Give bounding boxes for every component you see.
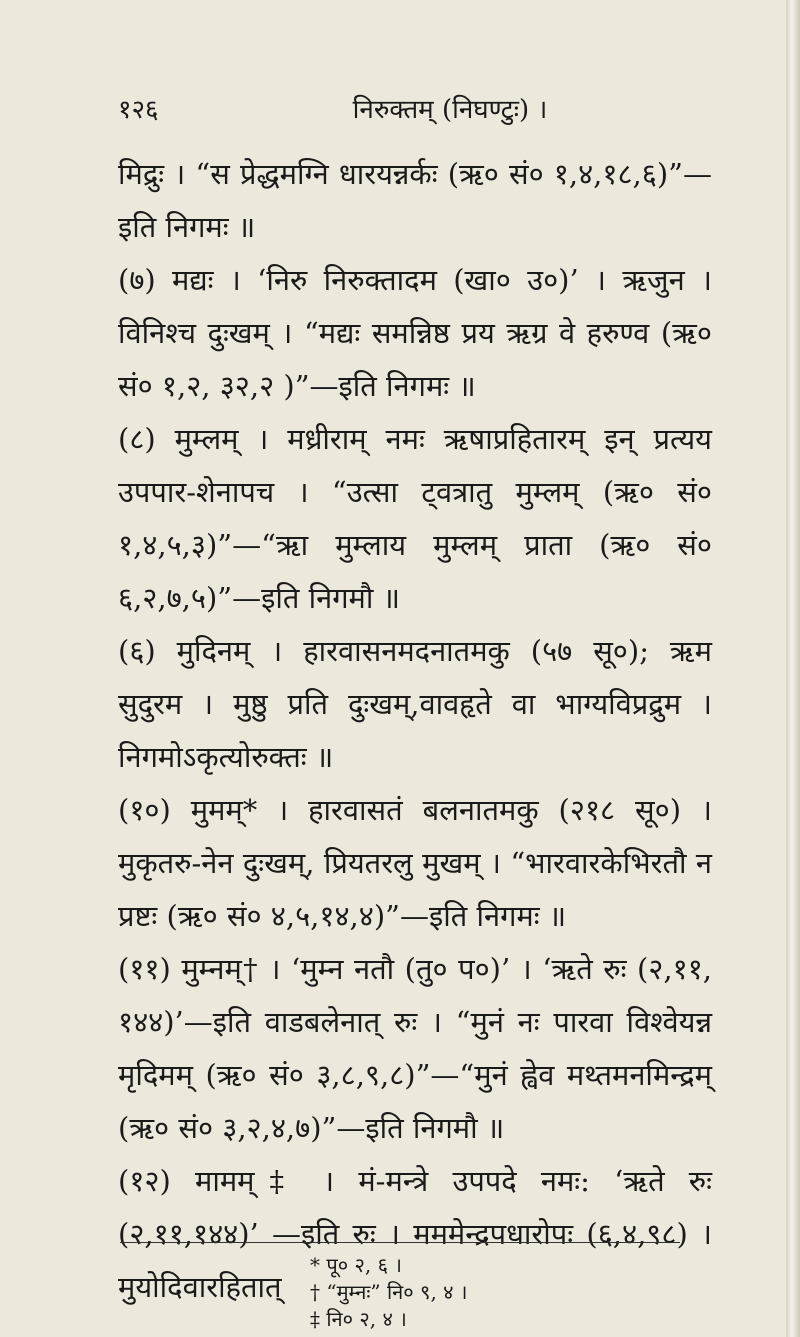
paragraph: (११) मुम्नम्† । ‘मुम्न नतौ (तु० प०)’ । ‘ऋते रुः (२,११, १४४)’—इति वाडबलेनात् रुः । “मुनं नः पारवा विश्वेयन्न मृदिमम् (ऋ० सं० ३,८,९,८)”—“मुनं ह्वेव मथ्तमनमिन्द्रम् (ऋ० सं० ३,२,४,७)”—इति निगमौ ॥ <box>118 952 712 1145</box>
paragraph: (७) मद्यः । ‘निरु निरुक्तादम (खा० उ०)’ । ऋजुन । विनिश्च दुःखम् । “मद्यः समन्निष्ठ प्रय ऋग्र वे हरुण्व (ऋ० सं० १,२, ३२,२ )”—इति निगमः ॥ <box>118 263 712 403</box>
paragraph: (१२) मामम्‡ । मं-मन्त्रे उपपदे नमः: ‘ऋते रुः (२,११,१४४)’ —इति रुः । मममेन्द्रपधारोपः (६,४,९८) । मुयोदिवारहितात् <box>118 1164 712 1304</box>
page-number: १२६ <box>118 95 159 125</box>
paragraph: (८) मुम्लम् । मध्रीराम् नमः ऋषाप्रहितारम् इन् प्रत्यय उपपार-शेनापच । “उत्सा ट्वत्रातु मुम्लम् (ऋ० सं० १,४,५,३)”—“ऋा मुम्लाय मुम्लम् प्राता (ऋ० सं० ६,२,७,५)”—इति निगमौ ॥ <box>118 422 712 615</box>
page-edge <box>786 0 800 1337</box>
paragraph: (१०) मुमम्* । हारवासतं बलनातमकु (२१८ सू०) । मुकृतरु-नेन दुःखम्, प्रियतरलु मुखम् । “भारवारकेभिरतौ न प्रष्टः (ऋ० सं० ४,५,१४,४)”—इति निगमः ॥ <box>118 793 712 933</box>
footnote: ‡ नि० २, ४ । <box>310 1307 407 1331</box>
running-title: निरुक्तम् (निघण्टुः) । <box>352 95 548 125</box>
page-header <box>0 90 790 130</box>
body-text <box>118 148 712 1314</box>
footnotes <box>310 1252 670 1333</box>
footnote: † “मुम्नः” नि० ९, ४ । <box>310 1280 468 1304</box>
footnote-divider <box>120 1242 680 1243</box>
paragraph: (६) मुदिनम् । हारवासनमदनातमकु (५७ सू०); ऋम सुदुरम । मुष्ठु प्रति दुःखम्,वावहृते वा भाग्यविप्रद्रुम । निगमोऽकृत्योरुक्तः ॥ <box>118 634 712 774</box>
paragraph: मिद्रुः । “स प्रेद्धमग्नि धारयन्नर्कः (ऋ० सं० १,४,१८,६)”— इति निगमः ॥ <box>118 157 712 244</box>
footnote: * पू० २, ६ । <box>310 1253 402 1277</box>
